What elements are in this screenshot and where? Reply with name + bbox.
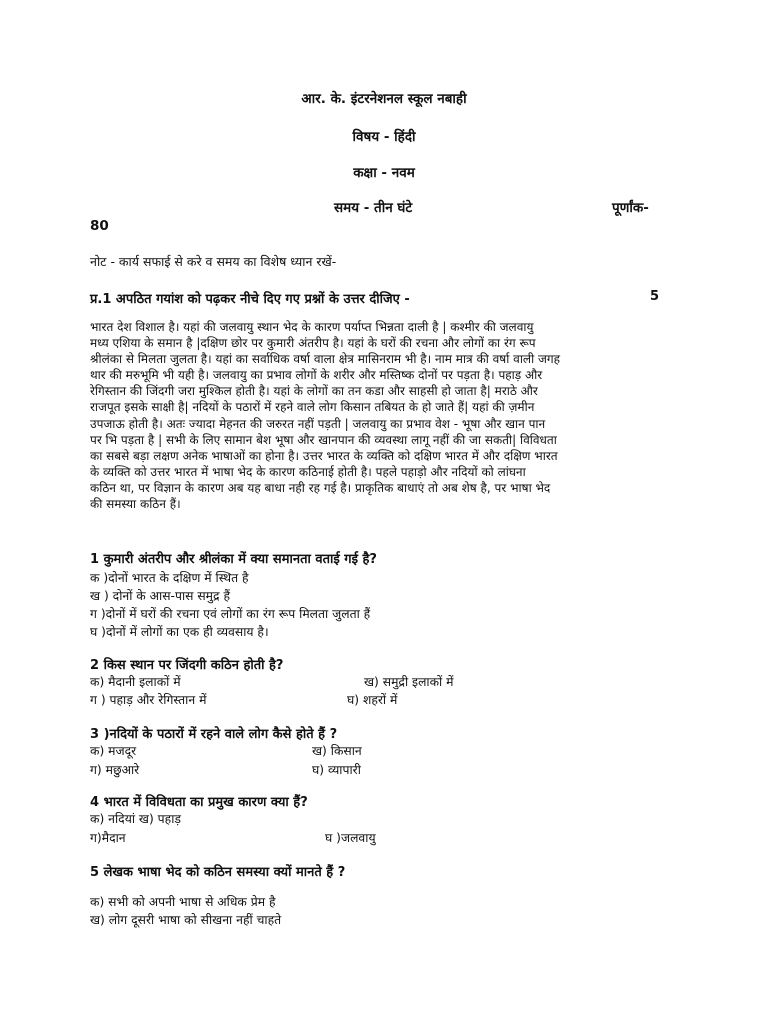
q1-option-b: ख ) दोनों के आस-पास समुद्र हैं [90, 589, 231, 603]
passage-line: रेगिस्तान की जिंदगी जरा मुश्किल होती है। यहां के लोगों का तन कडा और साहसी हो जाता है| मराठे और [90, 384, 538, 399]
subquestion-4: 4 भारत में विविधता का प्रमुख कारण क्या हैं? [90, 795, 308, 810]
passage-line: थार की मरुभूमि भी यही है। जलवायु का प्रभाव लोगों के शरीर और मस्तिष्क दोनों पर पड़ता है। पहाड़ और [90, 368, 543, 383]
q2-option-c: ग ) पहाड़ और रेगिस्तान में [90, 693, 207, 707]
passage-line: के व्यक्ति को उत्तर भारत में भाषा भेद के कारण कठिनाई होती है। पहले पहाड़ो और नदियों को लांघना [90, 464, 526, 479]
q3-option-d: घ) व्यापारी [312, 763, 361, 777]
subject-line: विषय - हिंदी [352, 129, 416, 145]
question-1-title: प्र.1 अपठित गयांश को पढ़कर नीचे दिए गए प्रश्नों के उत्तर दीजिए - [90, 292, 410, 307]
passage-line: भारत देश विशाल है। यहां की जलवायु स्थान भेद के कारण पर्याप्त भिन्नता दाली है | कश्मीर की जलवायु [90, 320, 534, 334]
q3-option-a: क) मजदूर [90, 744, 137, 758]
passage-line: राजपूत इसके साक्षी है| नदियों के पठारों में रहने वाले लोग किसान तबियत के हो जाते हैं| यहां की ज़मीन [90, 400, 535, 415]
q2-option-d: घ) शहरों में [347, 693, 398, 707]
passage [90, 319, 690, 512]
question-1-marks: 5 [650, 289, 660, 304]
q5-option-a: क) सभी को अपनी भाषा से अधिक प्रेम है [90, 895, 276, 909]
note-line: नोट - कार्य सफाई से करे व समय का विशेष ध्यान रखें- [90, 254, 337, 269]
q2-option-a: क) मैदानी इलाकों में [90, 675, 181, 689]
passage-line: मध्य एशिया के समान है |दक्षिण छोर पर कुमारी अंतरीप है। यहां के घरों की रचना और लोगों का रंग रूप [90, 336, 536, 351]
school-title: आर. के. इंटरनेशनल स्कूल नबाही [301, 91, 467, 107]
subquestion-3: 3 )नदियों के पठारों में रहने वाले लोग कैसे होते हैं ? [90, 727, 338, 742]
q2-option-b: ख) समुद्री इलाकों में [364, 675, 454, 689]
marks-value: 80 [90, 218, 109, 234]
q4-option-d: घ )जलवायु [325, 831, 376, 845]
passage-line: उपजाऊ होती है। अतः ज्यादा मेहनत की जरुरत नहीं पड़ती | जलवायु का प्रभाव वेश - भूषा और खान पान [90, 416, 546, 431]
class-line: कक्षा - नवम [353, 165, 415, 181]
subquestion-5: 5 लेखक भाषा भेद को कठिन समस्या क्यों मानते हैं ? [90, 865, 346, 880]
q3-option-b: ख) किसान [312, 744, 362, 758]
q4-option-c: ग)मैदान [90, 831, 126, 845]
passage-line: श्रीलंका से मिलता जुलता है। यहां का सर्वाधिक वर्षा वाला क्षेत्र मासिनराम भी है। नाम मात्र की वर्षा वाली जगह [90, 352, 561, 367]
passage-line: कठिन था, पर विज्ञान के कारण अब यह बाधा नही रह गई है। प्राकृतिक बाधाएं तो अब शेष है, पर भाषा भेद [90, 480, 551, 495]
q1-option-d: घ )दोनों में लोगों का एक ही व्यवसाय है। [90, 625, 269, 639]
marks-label: पूर्णांक- [612, 200, 649, 216]
passage-line: की समस्या कठिन हैं। [90, 497, 181, 512]
q5-option-b: ख) लोग दूसरी भाषा को सीखना नहीं चाहते [90, 913, 282, 927]
time-line: समय - तीन घंटे [334, 200, 413, 216]
q4-options-ab: क) नदियां ख) पहाड़ [90, 812, 181, 826]
passage-line: पर भि पड़ता है | सभी के लिए सामान बेश भूषा और खानपान की व्यवस्था लागू नहीं की जा सकती| विविधता [90, 432, 557, 447]
subquestion-2: 2 किस स्थान पर जिंदगी कठिन होती है? [90, 658, 284, 673]
passage-line: का सबसे बड़ा लक्षण अनेक भाषाओं का होना है। उत्तर भारत के व्यक्ति को दक्षिण भारत में और दक्षिण भारत [90, 448, 558, 463]
q1-option-c: ग )दोनों में घरों की रचना एवं लोगों का रंग रूप मिलता जुलता हैं [90, 607, 371, 621]
q3-option-c: ग) मछुआरे [90, 763, 140, 777]
subquestion-1: 1 कुमारी अंतरीप और श्रीलंका में क्या समानता वताई गई है? [90, 552, 377, 567]
q1-option-a: क )दोनों भारत के दक्षिण में स्थित है [90, 571, 249, 585]
